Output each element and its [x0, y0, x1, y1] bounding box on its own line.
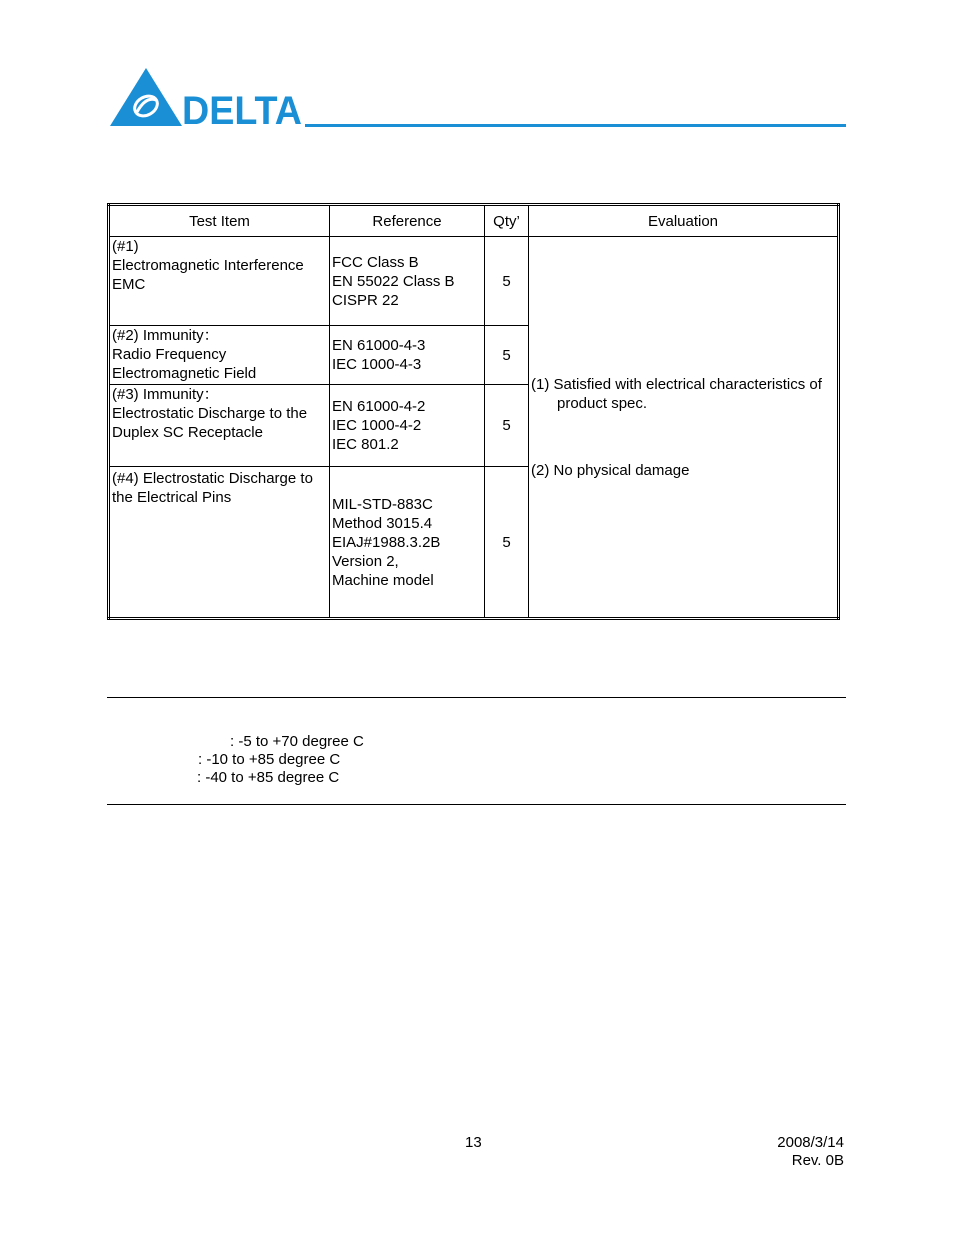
header-test-item: Test Item: [109, 205, 330, 237]
document-revision: Rev. 0B: [791, 1152, 844, 1169]
header-evaluation: Evaluation: [529, 205, 839, 237]
footer-date-block: [777, 1134, 844, 1170]
table-header-row: [109, 205, 839, 237]
test-item-cell: (#2) Immunity： Radio Frequency Electromagnetic Field: [109, 326, 330, 385]
section-rule-top: [107, 697, 846, 698]
qty-cell: 5: [485, 385, 529, 467]
delta-wordmark: DELTA: [182, 89, 302, 128]
section-rule-bottom: [107, 804, 846, 805]
test-item-cell: (#3) Immunity： Electrostatic Discharge to the Duplex SC Receptacle: [109, 385, 330, 467]
header-reference: Reference: [330, 205, 485, 237]
reference-cell: MIL-STD-883C Method 3015.4 EIAJ#1988.3.2B Version 2, Machine model: [330, 467, 485, 619]
document-date: 2008/3/14: [777, 1134, 844, 1151]
qty-cell: 5: [485, 467, 529, 619]
test-items-table: [107, 203, 840, 620]
temperature-line: : -5 to +70 degree C: [230, 733, 364, 750]
header-qty: Qty’: [485, 205, 529, 237]
qty-cell: 5: [485, 326, 529, 385]
table-row: [109, 237, 839, 326]
temperature-line: : -10 to +85 degree C: [198, 751, 341, 768]
page-number: 13: [465, 1134, 482, 1151]
reference-cell: EN 61000-4-3 IEC 1000-4-3: [330, 326, 485, 385]
temperature-line: : -40 to +85 degree C: [197, 769, 340, 786]
reference-cell: FCC Class B EN 55022 Class B CISPR 22: [330, 237, 485, 326]
delta-logo: [110, 66, 305, 128]
evaluation-cell: (1) Satisfied with electrical characteristics of product spec. (2) No physical damage: [529, 237, 839, 619]
reference-cell: EN 61000-4-2 IEC 1000-4-2 IEC 801.2: [330, 385, 485, 467]
test-item-cell: (#1) Electromagnetic Interference EMC: [109, 237, 330, 326]
header-rule: [305, 124, 846, 127]
qty-cell: 5: [485, 237, 529, 326]
test-item-cell: (#4) Electrostatic Discharge to the Electrical Pins: [109, 467, 330, 619]
